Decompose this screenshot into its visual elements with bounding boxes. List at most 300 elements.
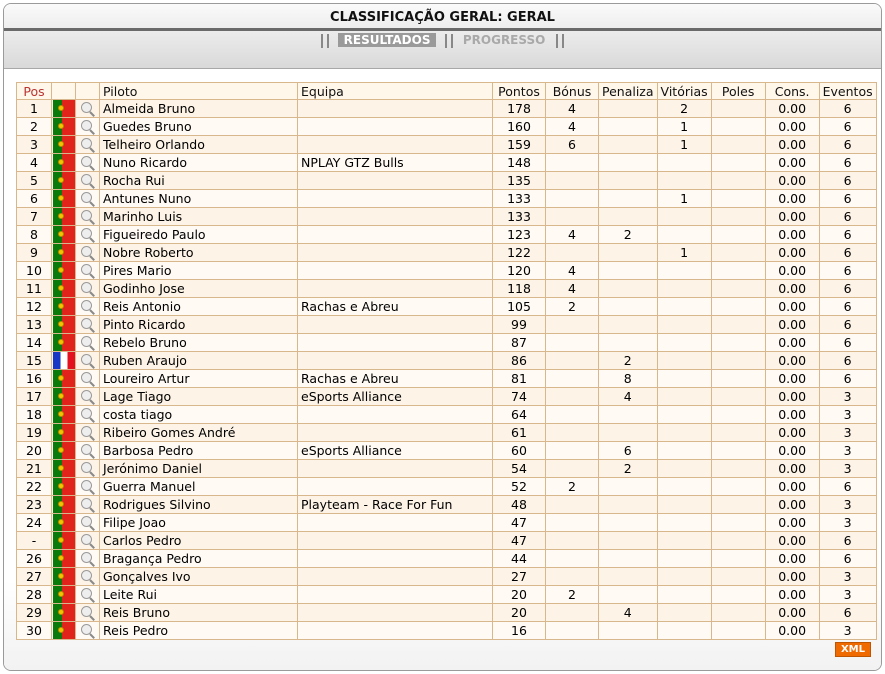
cell-poles <box>711 604 765 622</box>
table-row <box>17 532 877 550</box>
cell-eventos: 6 <box>819 190 876 208</box>
magnifier-icon[interactable] <box>80 462 96 476</box>
cell-cons: 0.00 <box>765 442 819 460</box>
cell-piloto: Figueiredo Paulo <box>100 226 298 244</box>
cell-equipa <box>298 550 493 568</box>
cell-eventos: 6 <box>819 118 876 136</box>
cell-piloto: Barbosa Pedro <box>100 442 298 460</box>
cell-details[interactable] <box>76 316 100 334</box>
cell-details[interactable] <box>76 262 100 280</box>
cell-equipa: Rachas e Abreu <box>298 298 493 316</box>
cell-bonus <box>546 514 599 532</box>
cell-flag <box>52 514 76 532</box>
magnifier-icon[interactable] <box>80 498 96 512</box>
cell-penaliza <box>599 118 658 136</box>
magnifier-icon[interactable] <box>80 300 96 314</box>
magnifier-icon[interactable] <box>80 516 96 530</box>
cell-poles <box>711 100 765 118</box>
cell-equipa <box>298 244 493 262</box>
cell-flag <box>52 118 76 136</box>
magnifier-icon[interactable] <box>80 534 96 548</box>
cell-cons: 0.00 <box>765 586 819 604</box>
cell-penaliza <box>599 262 658 280</box>
cell-penaliza <box>599 316 658 334</box>
cell-penaliza <box>599 514 658 532</box>
magnifier-icon[interactable] <box>80 156 96 170</box>
cell-details[interactable] <box>76 532 100 550</box>
cell-pontos: 74 <box>493 388 546 406</box>
cell-details[interactable] <box>76 622 100 640</box>
cell-vitorias <box>657 586 711 604</box>
magnifier-icon[interactable] <box>80 264 96 278</box>
cell-cons: 0.00 <box>765 226 819 244</box>
cell-equipa: eSports Alliance <box>298 388 493 406</box>
magnifier-icon[interactable] <box>80 480 96 494</box>
standings-panel <box>3 3 882 671</box>
header-penaliza[interactable]: Penaliza <box>599 83 658 100</box>
magnifier-icon[interactable] <box>80 552 96 566</box>
portugal-flag-icon <box>53 496 75 513</box>
cell-details[interactable] <box>76 154 100 172</box>
table-row <box>17 208 877 226</box>
cell-pontos: 52 <box>493 478 546 496</box>
cell-bonus: 2 <box>546 478 599 496</box>
magnifier-icon[interactable] <box>80 390 96 404</box>
standings-table <box>16 82 877 640</box>
cell-cons: 0.00 <box>765 118 819 136</box>
page-title: CLASSIFICAÇÃO GERAL: GERAL <box>330 10 555 25</box>
table-row <box>17 406 877 424</box>
cell-penaliza <box>599 298 658 316</box>
header-vitorias[interactable]: Vitórias <box>657 83 711 100</box>
cell-cons: 0.00 <box>765 568 819 586</box>
cell-pos: 17 <box>17 388 52 406</box>
cell-flag <box>52 568 76 586</box>
cell-bonus <box>546 154 599 172</box>
cell-pontos: 87 <box>493 334 546 352</box>
cell-pontos: 27 <box>493 568 546 586</box>
table-row <box>17 316 877 334</box>
cell-vitorias <box>657 496 711 514</box>
cell-cons: 0.00 <box>765 190 819 208</box>
cell-equipa <box>298 100 493 118</box>
cell-poles <box>711 514 765 532</box>
cell-bonus <box>546 568 599 586</box>
cell-pontos: 44 <box>493 550 546 568</box>
header-details <box>76 83 100 100</box>
portugal-flag-icon <box>53 226 75 243</box>
cell-bonus: 4 <box>546 226 599 244</box>
cell-cons: 0.00 <box>765 298 819 316</box>
table-row <box>17 352 877 370</box>
cell-details[interactable] <box>76 280 100 298</box>
cell-equipa <box>298 208 493 226</box>
cell-eventos: 6 <box>819 172 876 190</box>
cell-details[interactable] <box>76 550 100 568</box>
cell-details[interactable] <box>76 496 100 514</box>
cell-pos: 6 <box>17 190 52 208</box>
cell-bonus <box>546 424 599 442</box>
table-row <box>17 388 877 406</box>
cell-poles <box>711 208 765 226</box>
cell-equipa <box>298 532 493 550</box>
cell-equipa <box>298 190 493 208</box>
cell-bonus: 2 <box>546 298 599 316</box>
cell-pontos: 99 <box>493 316 546 334</box>
cell-details[interactable] <box>76 586 100 604</box>
table-row <box>17 280 877 298</box>
cell-details[interactable] <box>76 334 100 352</box>
table-header-row <box>17 83 877 100</box>
cell-vitorias: 2 <box>657 100 711 118</box>
cell-vitorias: 1 <box>657 190 711 208</box>
cell-pos: 24 <box>17 514 52 532</box>
cell-poles <box>711 370 765 388</box>
cell-poles <box>711 442 765 460</box>
magnifier-icon[interactable] <box>80 228 96 242</box>
cell-penaliza: 2 <box>599 352 658 370</box>
cell-cons: 0.00 <box>765 352 819 370</box>
tab-progresso[interactable]: PROGRESSO <box>462 33 546 47</box>
cell-poles <box>711 496 765 514</box>
cell-pontos: 54 <box>493 460 546 478</box>
cell-flag <box>52 208 76 226</box>
cell-details[interactable] <box>76 100 100 118</box>
cell-cons: 0.00 <box>765 280 819 298</box>
cell-vitorias <box>657 460 711 478</box>
cell-cons: 0.00 <box>765 622 819 640</box>
cell-equipa <box>298 406 493 424</box>
cell-piloto: Reis Pedro <box>100 622 298 640</box>
cell-poles <box>711 118 765 136</box>
portugal-flag-icon <box>53 154 75 171</box>
portugal-flag-icon <box>53 100 75 117</box>
cell-piloto: Godinho Jose <box>100 280 298 298</box>
cell-poles <box>711 334 765 352</box>
cell-details[interactable] <box>76 298 100 316</box>
cell-details[interactable] <box>76 226 100 244</box>
cell-vitorias <box>657 622 711 640</box>
cell-eventos: 3 <box>819 622 876 640</box>
cell-flag <box>52 406 76 424</box>
magnifier-icon[interactable] <box>80 318 96 332</box>
cell-cons: 0.00 <box>765 478 819 496</box>
cell-piloto: Rebelo Bruno <box>100 334 298 352</box>
cell-vitorias: 1 <box>657 118 711 136</box>
cell-equipa <box>298 514 493 532</box>
cell-pos: - <box>17 532 52 550</box>
table-row <box>17 586 877 604</box>
cell-details[interactable] <box>76 208 100 226</box>
cell-pos: 19 <box>17 424 52 442</box>
cell-details[interactable] <box>76 190 100 208</box>
cell-penaliza <box>599 334 658 352</box>
cell-poles <box>711 406 765 424</box>
cell-eventos: 6 <box>819 532 876 550</box>
cell-cons: 0.00 <box>765 262 819 280</box>
magnifier-icon[interactable] <box>80 372 96 386</box>
cell-pontos: 122 <box>493 244 546 262</box>
cell-pos: 22 <box>17 478 52 496</box>
cell-equipa: eSports Alliance <box>298 442 493 460</box>
cell-poles <box>711 460 765 478</box>
cell-poles <box>711 478 765 496</box>
magnifier-icon[interactable] <box>80 426 96 440</box>
cell-flag <box>52 442 76 460</box>
header-bonus[interactable]: Bónus <box>546 83 599 100</box>
cell-equipa <box>298 604 493 622</box>
cell-poles <box>711 532 765 550</box>
table-row <box>17 190 877 208</box>
table-row <box>17 442 877 460</box>
cell-details[interactable] <box>76 118 100 136</box>
cell-equipa <box>298 136 493 154</box>
cell-poles <box>711 568 765 586</box>
xml-export-button[interactable]: XML <box>835 642 871 657</box>
cell-bonus: 2 <box>546 586 599 604</box>
magnifier-icon[interactable] <box>80 120 96 134</box>
cell-details[interactable] <box>76 388 100 406</box>
header-piloto[interactable]: Piloto <box>100 83 298 100</box>
table-row <box>17 118 877 136</box>
magnifier-icon[interactable] <box>80 174 96 188</box>
magnifier-icon[interactable] <box>80 354 96 368</box>
cell-bonus: 6 <box>546 136 599 154</box>
magnifier-icon[interactable] <box>80 138 96 152</box>
cell-equipa: Rachas e Abreu <box>298 370 493 388</box>
magnifier-icon[interactable] <box>80 282 96 296</box>
cell-pontos: 47 <box>493 514 546 532</box>
cell-pos: 2 <box>17 118 52 136</box>
cell-equipa: Playteam - Race For Fun <box>298 496 493 514</box>
portugal-flag-icon <box>53 622 75 639</box>
cell-poles <box>711 550 765 568</box>
cell-penaliza <box>599 478 658 496</box>
cell-poles <box>711 586 765 604</box>
cell-pontos: 133 <box>493 190 546 208</box>
tab-resultados[interactable]: RESULTADOS <box>338 33 437 47</box>
cell-details[interactable] <box>76 370 100 388</box>
portugal-flag-icon <box>53 604 75 621</box>
magnifier-icon[interactable] <box>80 192 96 206</box>
table-row <box>17 622 877 640</box>
magnifier-icon[interactable] <box>80 210 96 224</box>
portugal-flag-icon <box>53 370 75 387</box>
cell-vitorias <box>657 388 711 406</box>
header-poles[interactable]: Poles <box>711 83 765 100</box>
cell-vitorias <box>657 316 711 334</box>
cell-vitorias <box>657 424 711 442</box>
cell-details[interactable] <box>76 352 100 370</box>
tab-bar <box>4 33 881 48</box>
cell-vitorias <box>657 550 711 568</box>
cell-bonus <box>546 622 599 640</box>
cell-details[interactable] <box>76 604 100 622</box>
table-row <box>17 514 877 532</box>
portugal-flag-icon <box>53 316 75 333</box>
cell-details[interactable] <box>76 478 100 496</box>
cell-flag <box>52 316 76 334</box>
cell-equipa <box>298 334 493 352</box>
header-equipa[interactable]: Equipa <box>298 83 493 100</box>
cell-vitorias <box>657 604 711 622</box>
cell-details[interactable] <box>76 172 100 190</box>
cell-details[interactable] <box>76 568 100 586</box>
cell-pos: 16 <box>17 370 52 388</box>
portugal-flag-icon <box>53 136 75 153</box>
cell-eventos: 3 <box>819 568 876 586</box>
cell-pos: 12 <box>17 298 52 316</box>
cell-flag <box>52 100 76 118</box>
cell-details[interactable] <box>76 442 100 460</box>
portugal-flag-icon <box>53 280 75 297</box>
cell-penaliza <box>599 532 658 550</box>
cell-bonus <box>546 532 599 550</box>
cell-penaliza <box>599 190 658 208</box>
cell-eventos: 6 <box>819 208 876 226</box>
cell-pontos: 120 <box>493 262 546 280</box>
cell-piloto: Pinto Ricardo <box>100 316 298 334</box>
cell-pontos: 105 <box>493 298 546 316</box>
cell-pontos: 86 <box>493 352 546 370</box>
cell-penaliza <box>599 280 658 298</box>
cell-bonus <box>546 406 599 424</box>
cell-vitorias <box>657 370 711 388</box>
cell-pos: 15 <box>17 352 52 370</box>
cell-vitorias <box>657 262 711 280</box>
table-row <box>17 424 877 442</box>
cell-flag <box>52 226 76 244</box>
portugal-flag-icon <box>53 514 75 531</box>
cell-piloto: Guerra Manuel <box>100 478 298 496</box>
magnifier-icon[interactable] <box>80 408 96 422</box>
cell-bonus <box>546 550 599 568</box>
cell-details[interactable] <box>76 424 100 442</box>
cell-piloto: Antunes Nuno <box>100 190 298 208</box>
cell-penaliza <box>599 622 658 640</box>
cell-penaliza <box>599 568 658 586</box>
cell-cons: 0.00 <box>765 154 819 172</box>
cell-piloto: Marinho Luis <box>100 208 298 226</box>
cell-pos: 26 <box>17 550 52 568</box>
cell-eventos: 6 <box>819 550 876 568</box>
header-eventos[interactable]: Eventos <box>819 83 876 100</box>
cell-piloto: Bragança Pedro <box>100 550 298 568</box>
cell-pos: 23 <box>17 496 52 514</box>
magnifier-icon[interactable] <box>80 102 96 116</box>
cell-bonus: 4 <box>546 100 599 118</box>
cell-eventos: 6 <box>819 280 876 298</box>
cell-pontos: 133 <box>493 208 546 226</box>
magnifier-icon[interactable] <box>80 588 96 602</box>
cell-piloto: Gonçalves Ivo <box>100 568 298 586</box>
cell-details[interactable] <box>76 460 100 478</box>
magnifier-icon[interactable] <box>80 336 96 350</box>
cell-pos: 29 <box>17 604 52 622</box>
cell-equipa <box>298 424 493 442</box>
table-row <box>17 172 877 190</box>
cell-flag <box>52 154 76 172</box>
portugal-flag-icon <box>53 262 75 279</box>
cell-piloto: Ruben Araujo <box>100 352 298 370</box>
cell-bonus <box>546 316 599 334</box>
magnifier-icon[interactable] <box>80 624 96 638</box>
cell-flag <box>52 298 76 316</box>
cell-piloto: Leite Rui <box>100 586 298 604</box>
header-pos[interactable]: Pos <box>17 83 52 100</box>
cell-bonus <box>546 442 599 460</box>
cell-details[interactable] <box>76 136 100 154</box>
cell-flag <box>52 190 76 208</box>
cell-pontos: 16 <box>493 622 546 640</box>
header-cons[interactable]: Cons. <box>765 83 819 100</box>
cell-bonus <box>546 244 599 262</box>
cell-penaliza <box>599 244 658 262</box>
cell-eventos: 6 <box>819 262 876 280</box>
cell-vitorias <box>657 568 711 586</box>
portugal-flag-icon <box>53 244 75 261</box>
cell-eventos: 6 <box>819 316 876 334</box>
magnifier-icon[interactable] <box>80 444 96 458</box>
cell-flag <box>52 550 76 568</box>
cell-pos: 20 <box>17 442 52 460</box>
cell-pos: 9 <box>17 244 52 262</box>
cell-flag <box>52 496 76 514</box>
cell-flag <box>52 280 76 298</box>
cell-eventos: 3 <box>819 586 876 604</box>
table-row <box>17 334 877 352</box>
cell-bonus <box>546 334 599 352</box>
cell-pos: 7 <box>17 208 52 226</box>
cell-vitorias <box>657 532 711 550</box>
cell-pontos: 135 <box>493 172 546 190</box>
tab-separator <box>445 34 453 48</box>
cell-penaliza: 2 <box>599 460 658 478</box>
cell-eventos: 6 <box>819 100 876 118</box>
cell-cons: 0.00 <box>765 334 819 352</box>
cell-pos: 18 <box>17 406 52 424</box>
cell-bonus <box>546 172 599 190</box>
cell-vitorias <box>657 514 711 532</box>
header-pontos[interactable]: Pontos <box>493 83 546 100</box>
cell-penaliza <box>599 172 658 190</box>
cell-pontos: 123 <box>493 226 546 244</box>
cell-details[interactable] <box>76 514 100 532</box>
cell-details[interactable] <box>76 406 100 424</box>
portugal-flag-icon <box>53 460 75 477</box>
cell-penaliza: 2 <box>599 226 658 244</box>
cell-piloto: Guedes Bruno <box>100 118 298 136</box>
cell-bonus: 4 <box>546 262 599 280</box>
cell-eventos: 3 <box>819 514 876 532</box>
portugal-flag-icon <box>53 424 75 441</box>
magnifier-icon[interactable] <box>80 246 96 260</box>
cell-penaliza: 6 <box>599 442 658 460</box>
cell-details[interactable] <box>76 244 100 262</box>
cell-vitorias: 1 <box>657 136 711 154</box>
cell-equipa: NPLAY GTZ Bulls <box>298 154 493 172</box>
cell-equipa <box>298 352 493 370</box>
cell-bonus: 4 <box>546 280 599 298</box>
cell-equipa <box>298 262 493 280</box>
cell-eventos: 3 <box>819 460 876 478</box>
magnifier-icon[interactable] <box>80 570 96 584</box>
france-flag-icon <box>53 352 75 369</box>
cell-flag <box>52 604 76 622</box>
cell-penaliza <box>599 586 658 604</box>
magnifier-icon[interactable] <box>80 606 96 620</box>
cell-pos: 5 <box>17 172 52 190</box>
